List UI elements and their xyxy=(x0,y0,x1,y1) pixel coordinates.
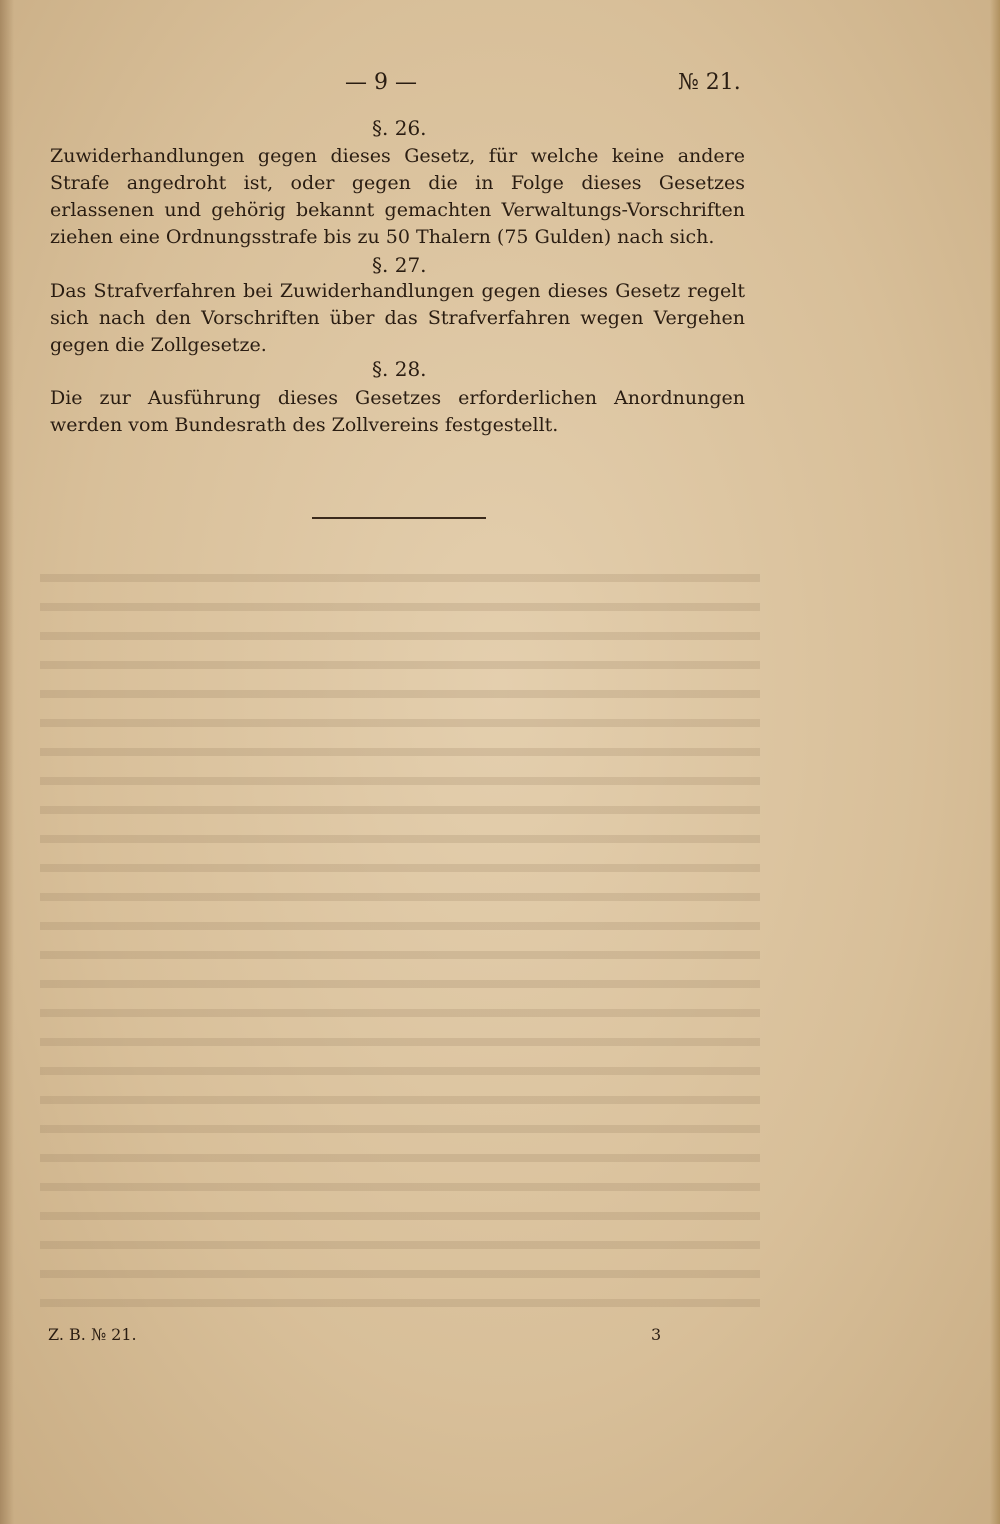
section-paragraph: Zuwiderhandlungen gegen dieses Gesetz, für welche keine andere Strafe angedroht ist, oder gegen die in Folge dieses Gesetzes erlassenen und gehörig bekannt gemachten Verwaltungs-Vorschriften ziehen eine Ordnungsstrafe bis zu 50 Thalern (75 Gulden) nach sich. xyxy=(50,145,745,248)
section-heading-28: §. 28. xyxy=(372,357,427,381)
section-text-26 xyxy=(50,143,745,251)
page-edge-shadow-left xyxy=(0,0,14,1524)
page-number: — 9 — xyxy=(345,70,417,95)
page-edge-shadow-right xyxy=(990,0,1000,1524)
end-rule xyxy=(312,517,486,519)
section-paragraph: Die zur Ausführung dieses Gesetzes erforderlichen Anordnungen werden vom Bundesrath des Zollvereins festgestellt. xyxy=(50,387,745,436)
section-heading-26: §. 26. xyxy=(372,116,427,140)
footer-sheet-number: 3 xyxy=(651,1325,662,1344)
page-header xyxy=(0,70,1000,102)
section-text-27 xyxy=(50,278,745,359)
section-text-28 xyxy=(50,385,745,439)
section-heading-27: §. 27. xyxy=(372,253,427,277)
issue-number: № 21. xyxy=(678,70,741,95)
section-paragraph: Das Strafverfahren bei Zuwiderhandlungen gegen dieses Gesetz regelt sich nach den Vorschriften über das Strafverfahren wegen Vergehen gegen die Zollgesetze. xyxy=(50,280,745,356)
footer-signature: Z. B. № 21. xyxy=(48,1325,137,1344)
bleed-through-texture xyxy=(40,560,760,1320)
